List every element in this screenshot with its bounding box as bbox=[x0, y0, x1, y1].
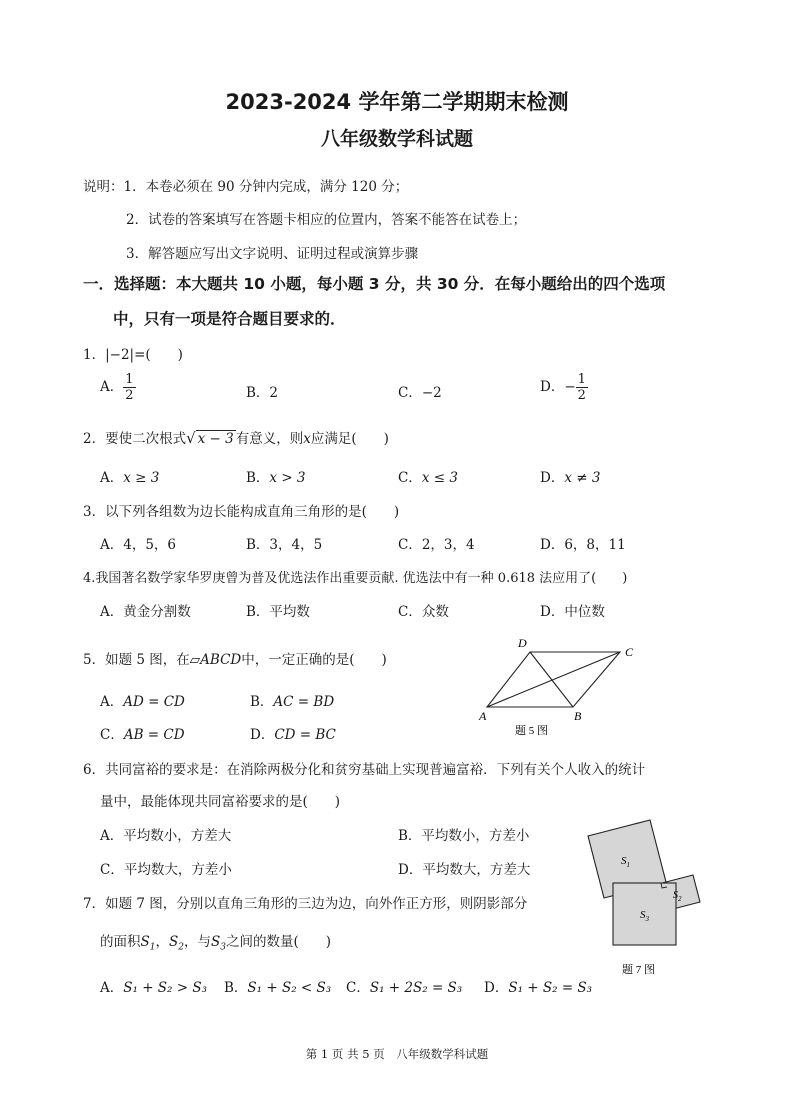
q7-option-d bbox=[484, 976, 592, 996]
q2-text: 有意义，则 bbox=[235, 431, 304, 447]
q7-text: ，与 bbox=[183, 934, 211, 950]
denominator: 2 bbox=[125, 388, 134, 403]
q5-option-d bbox=[250, 723, 336, 743]
sqrt-symbol: √ bbox=[186, 429, 196, 447]
parallelogram-symbol-icon: ▱ bbox=[189, 652, 201, 668]
q4-text: 4.我国著名数学家华罗庚曾为普及优选法作出重要贡献. 优选法中有一种 0.618 法应用了 bbox=[83, 571, 592, 586]
label-s1: $S_1$ bbox=[621, 855, 630, 869]
q4-answer-blank: ( ) bbox=[591, 571, 628, 586]
numerator: 1 bbox=[125, 372, 134, 387]
section-heading-cont: 中，只有一项是符合题目要求的． bbox=[113, 310, 346, 328]
option-label: B． bbox=[246, 470, 270, 486]
q7-option-c bbox=[346, 976, 462, 996]
q2-text: 2．要使二次根式 bbox=[83, 431, 187, 447]
q4-option-d: D．中位数 bbox=[540, 604, 605, 620]
option-math: S₁ + S₂ > S₃ bbox=[123, 980, 208, 996]
vertex-label-d: D bbox=[518, 636, 527, 650]
q5-parallelogram-figure bbox=[470, 630, 650, 740]
question-2-stem bbox=[83, 427, 389, 447]
q5-option-b bbox=[250, 690, 334, 710]
q3-option-d: D．6，8，11 bbox=[540, 537, 626, 553]
q2-option-c bbox=[398, 466, 458, 486]
vertex-label-c: C bbox=[625, 645, 634, 659]
q4-option-c: C．众数 bbox=[398, 604, 449, 620]
instructions-line-1 bbox=[83, 175, 408, 195]
q1-option-b: B．2 bbox=[246, 385, 279, 401]
option-label: A． bbox=[100, 694, 124, 710]
option-label: C． bbox=[346, 980, 370, 996]
s3-symbol: $S_3$ bbox=[210, 934, 226, 953]
diagonal-ac bbox=[487, 652, 620, 707]
q5-shape-name: ABCD bbox=[200, 652, 242, 668]
q3-option-a: A．4，5，6 bbox=[100, 537, 177, 553]
q6-option-b: B．平均数小，方差小 bbox=[398, 828, 530, 844]
option-label: D．− bbox=[540, 379, 576, 395]
instructions-lead: 说明： bbox=[83, 179, 124, 195]
q3-option-b: B．3，4，5 bbox=[246, 537, 323, 553]
option-math: AD = CD bbox=[123, 694, 185, 710]
q1-answer-blank: ( ) bbox=[145, 347, 183, 363]
q3-text: 3．以下列各组数为边长能构成直角三角形的是 bbox=[83, 504, 362, 520]
q5-text: 5．如题 5 图，在 bbox=[83, 652, 190, 668]
vertex-label-b: B bbox=[574, 709, 582, 723]
q6-text: 量中，最能体现共同富裕要求的是 bbox=[100, 794, 303, 810]
q7-text: 的面积 bbox=[100, 934, 141, 950]
q5-answer-blank: ( ) bbox=[349, 652, 387, 668]
option-math: x ≤ 3 bbox=[421, 470, 458, 486]
question-6-line-1: 6．共同富裕的要求是：在消除两极分化和贫穷基础上实现普遍富裕．下列有关个人收入的统计 bbox=[83, 762, 646, 778]
label-s3: $S_3$ bbox=[640, 909, 649, 923]
question-1-stem bbox=[83, 343, 183, 363]
q5-option-a bbox=[100, 690, 185, 710]
q7-answer-blank: ( ) bbox=[293, 934, 331, 950]
option-label: D． bbox=[484, 980, 509, 996]
exam-title: 2023-2024 学年第二学期期末检测 bbox=[225, 90, 569, 114]
figure-caption: 题 7 图 bbox=[622, 964, 655, 976]
question-3-stem bbox=[83, 500, 399, 520]
q3-option-c: C．2，3，4 bbox=[398, 537, 475, 553]
q2-text: 应满足 bbox=[310, 431, 352, 447]
option-math: S₁ + S₂ < S₃ bbox=[247, 980, 332, 996]
option-math: x > 3 bbox=[269, 470, 306, 486]
instruction-item: 2．试卷的答案填写在答题卡相应的位置内，答案不能答在试卷上； bbox=[126, 212, 527, 228]
question-6-line-2 bbox=[100, 790, 340, 810]
q7-squares-figure bbox=[580, 808, 710, 980]
fraction bbox=[576, 372, 588, 403]
diagonal-bd bbox=[530, 652, 573, 707]
question-5-stem bbox=[83, 648, 387, 668]
q3-answer-blank: ( ) bbox=[361, 504, 400, 520]
q5-option-c bbox=[100, 723, 185, 743]
instruction-item: 1．本卷必须在 90 分钟内完成，满分 120 分； bbox=[123, 179, 409, 195]
s2-symbol: $S_2$ bbox=[168, 934, 184, 953]
numerator: 1 bbox=[577, 372, 586, 387]
exam-subtitle: 八年级数学科试题 bbox=[320, 128, 473, 150]
option-label: A． bbox=[100, 980, 124, 996]
q7-option-a bbox=[100, 976, 207, 996]
q4-option-a: A．黄金分割数 bbox=[100, 604, 191, 620]
q4-option-b: B．平均数 bbox=[246, 604, 310, 620]
fraction bbox=[123, 372, 135, 403]
option-label: A． bbox=[100, 379, 124, 395]
option-label: C． bbox=[398, 470, 422, 486]
vertex-label-a: A bbox=[479, 709, 487, 723]
q6-option-c: C．平均数大，方差小 bbox=[100, 862, 232, 878]
q2-option-a bbox=[100, 466, 159, 486]
q5-text: 中，一定正确的是 bbox=[241, 652, 350, 668]
option-math: AC = BD bbox=[273, 694, 335, 710]
option-math: S₁ + S₂ = S₃ bbox=[508, 980, 593, 996]
figure-caption: 题 5 图 bbox=[515, 725, 548, 737]
option-math: x ≥ 3 bbox=[123, 470, 160, 486]
instruction-item: 3．解答题应写出文字说明、证明过程或演算步骤 bbox=[126, 246, 419, 262]
option-math: AB = CD bbox=[123, 727, 185, 743]
question-7-line-1: 7．如题 7 图，分别以直角三角形的三边为边，向外作正方形，则阴影部分 bbox=[83, 896, 528, 912]
section-heading: 一．选择题：本大题共 10 小题，每小题 3 分，共 30 分．在每小题给出的四个选项 bbox=[83, 275, 666, 293]
q7-option-b bbox=[224, 976, 331, 996]
q6-option-a: A．平均数小，方差大 bbox=[100, 828, 232, 844]
question-7-line-2: 的面积$S_1$，$S_2$，与$S_3$之间的数量( ) bbox=[100, 934, 331, 953]
option-label: D． bbox=[250, 727, 275, 743]
q2-radicand: x − 3 bbox=[197, 431, 234, 447]
s1-symbol: $S_1$ bbox=[140, 934, 156, 953]
q6-answer-blank: ( ) bbox=[302, 794, 341, 810]
denominator: 2 bbox=[577, 388, 586, 403]
q1-option-c: C．−2 bbox=[398, 385, 442, 401]
option-math: x ≠ 3 bbox=[564, 470, 601, 486]
q1-option-d bbox=[540, 372, 588, 403]
option-math: CD = BC bbox=[274, 727, 336, 743]
q1-option-a bbox=[100, 372, 136, 403]
q2-option-b bbox=[246, 466, 306, 486]
option-label: B． bbox=[250, 694, 274, 710]
option-label: A． bbox=[100, 470, 124, 486]
q2-answer-blank: ( ) bbox=[351, 431, 389, 447]
page-footer: 第 1 页 共 5 页 八年级数学科试题 bbox=[305, 1047, 489, 1061]
option-math: S₁ + 2S₂ = S₃ bbox=[369, 980, 463, 996]
option-label: B． bbox=[224, 980, 248, 996]
option-label: D． bbox=[540, 470, 565, 486]
question-4-stem bbox=[83, 567, 627, 586]
q1-number: 1． bbox=[83, 347, 106, 363]
q2-option-d bbox=[540, 466, 600, 486]
q6-option-d: D．平均数大，方差大 bbox=[398, 862, 531, 878]
option-label: C． bbox=[100, 727, 124, 743]
label-s2: $S_2$ bbox=[673, 890, 682, 903]
q1-expression: |−2|= bbox=[105, 347, 146, 363]
q7-text: 之间的数量 bbox=[225, 934, 294, 950]
q2-variable: x bbox=[303, 431, 311, 447]
